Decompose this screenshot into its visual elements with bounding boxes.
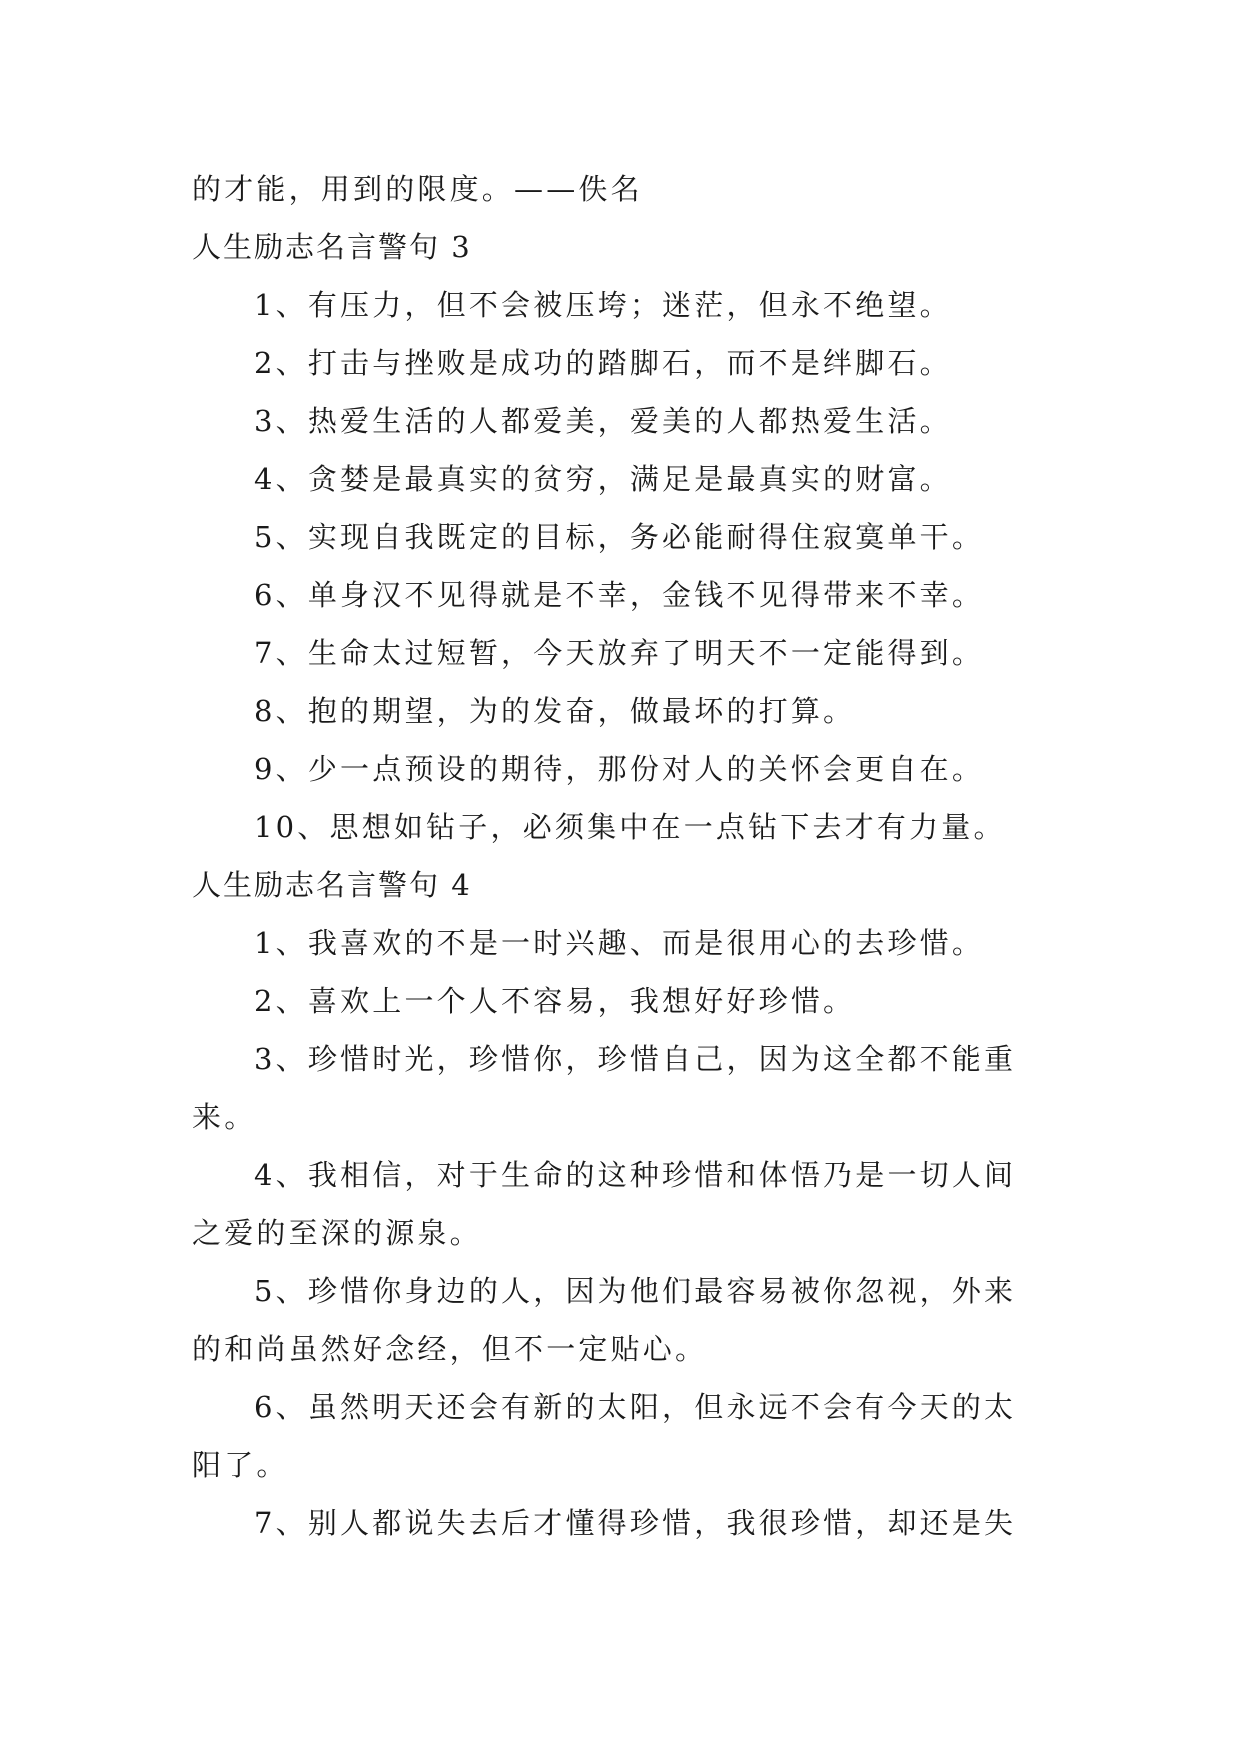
quote-item: 7、别人都说失去后才懂得珍惜，我很珍惜，却还是失 (254, 1506, 1017, 1540)
section-heading: 人生励志名言警句 4 (192, 868, 472, 902)
quote-item: 3、热爱生活的人都爱美，爱美的人都热爱生活。 (254, 404, 952, 438)
quote-item: 5、实现自我既定的目标，务必能耐得住寂寞单干。 (254, 520, 985, 554)
quote-item: 6、虽然明天还会有新的太阳，但永远不会有今天的太 (254, 1390, 1017, 1424)
quote-item: 4、贪婪是最真实的贫穷，满足是最真实的财富。 (254, 462, 952, 496)
text-line: 的才能，用到的限度。——佚名 (192, 172, 643, 206)
quote-item: 1、我喜欢的不是一时兴趣、而是很用心的去珍惜。 (254, 926, 985, 960)
quote-item: 6、单身汉不见得就是不幸，金钱不见得带来不幸。 (254, 578, 985, 612)
quote-item: 3、珍惜时光，珍惜你，珍惜自己，因为这全都不能重 (254, 1042, 1017, 1076)
quote-continuation: 之爱的至深的源泉。 (192, 1216, 482, 1250)
document-page (192, 160, 1052, 1552)
quote-item: 4、我相信，对于生命的这种珍惜和体悟乃是一切人间 (254, 1158, 1017, 1192)
quote-item: 2、喜欢上一个人不容易，我想好好珍惜。 (254, 984, 856, 1018)
quote-item: 5、珍惜你身边的人，因为他们最容易被你忽视，外来 (254, 1274, 1017, 1308)
quote-continuation: 来。 (192, 1100, 257, 1134)
section-heading: 人生励志名言警句 3 (192, 230, 472, 264)
quote-continuation: 阳了。 (192, 1448, 289, 1482)
quote-item: 1、有压力，但不会被压垮；迷茫，但永不绝望。 (254, 288, 952, 322)
quote-item: 10、思想如钻子，必须集中在一点钻下去才有力量。 (254, 810, 1006, 844)
quote-continuation: 的和尚虽然好念经，但不一定贴心。 (192, 1332, 708, 1366)
quote-item: 2、打击与挫败是成功的踏脚石，而不是绊脚石。 (254, 346, 952, 380)
quote-item: 7、生命太过短暂，今天放弃了明天不一定能得到。 (254, 636, 985, 670)
quote-item: 8、抱的期望，为的发奋，做最坏的打算。 (254, 694, 856, 728)
quote-item: 9、少一点预设的期待，那份对人的关怀会更自在。 (254, 752, 985, 786)
